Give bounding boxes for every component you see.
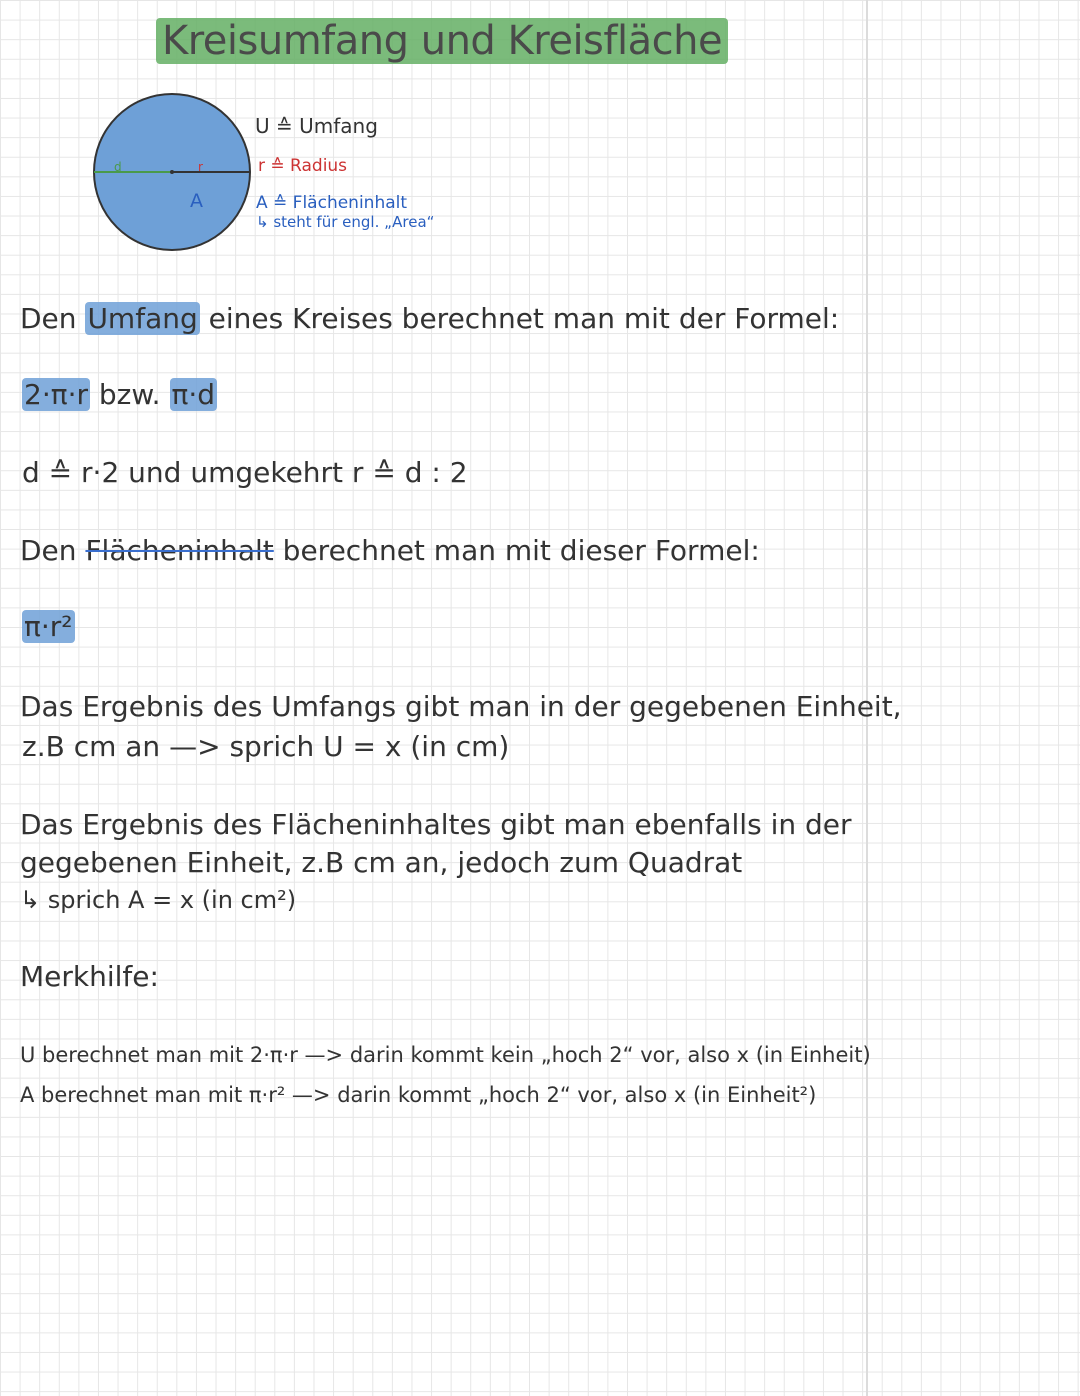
formula-u2: π·d [171,378,216,411]
umfang-intro [20,302,839,335]
formula-a: π·r² [24,610,73,643]
ergebnis-umfang-line1: Das Ergebnis des Umfangs gibt man in der gegebenen Einheit, [20,690,902,723]
formula-flaeche [22,610,75,643]
legend-a-note: ↳ steht für engl. „Area“ [256,213,435,231]
flaeche-intro [20,534,760,567]
formula-umfang [22,378,217,411]
label-a: A [190,190,203,212]
umfang-word: Umfang [87,302,198,335]
title-text: Kreisumfang und Kreisfläche [156,18,728,64]
flaeche-word: Flächeninhalt [85,534,274,567]
label-d: d [114,160,122,174]
umfang-intro-pre: Den [20,302,86,335]
ergebnis-flaeche-line1: Das Ergebnis des Flächeninhaltes gibt man ebenfalls in der [20,808,852,841]
d-r-relation: d ≙ r·2 und umgekehrt r ≙ d : 2 [22,456,468,489]
legend-a: A ≙ Flächeninhalt [256,193,408,213]
formula-u1: 2·π·r [24,378,88,411]
ergebnis-flaeche-line3: ↳ sprich A = x (in cm²) [20,886,297,914]
page-title [156,18,728,64]
flaeche-intro-post: berechnet man mit dieser Formel: [273,534,760,567]
flaeche-intro-pre: Den [20,534,86,567]
ergebnis-flaeche-line2: gegebenen Einheit, z.B cm an, jedoch zum Quadrat [20,846,743,879]
umfang-intro-post: eines Kreises berechnet man mit der Formel: [199,302,840,335]
formula-u-sep: bzw. [89,378,170,411]
center-point [170,170,174,174]
merkhilfe-flaeche: A berechnet man mit π·r² —> darin kommt „hoch 2“ vor, also x (in Einheit²) [20,1083,817,1107]
ergebnis-umfang-line2: z.B cm an —> sprich U = x (in cm) [22,730,510,763]
merkhilfe-umfang: U berechnet man mit 2·π·r —> darin kommt kein „hoch 2“ vor, also x (in Einheit) [20,1043,871,1067]
label-r: r [198,160,203,174]
legend-u: U ≙ Umfang [255,114,378,138]
merkhilfe-heading: Merkhilfe: [20,960,159,993]
circle-diagram [88,90,263,265]
legend-r: r ≙ Radius [258,156,348,176]
